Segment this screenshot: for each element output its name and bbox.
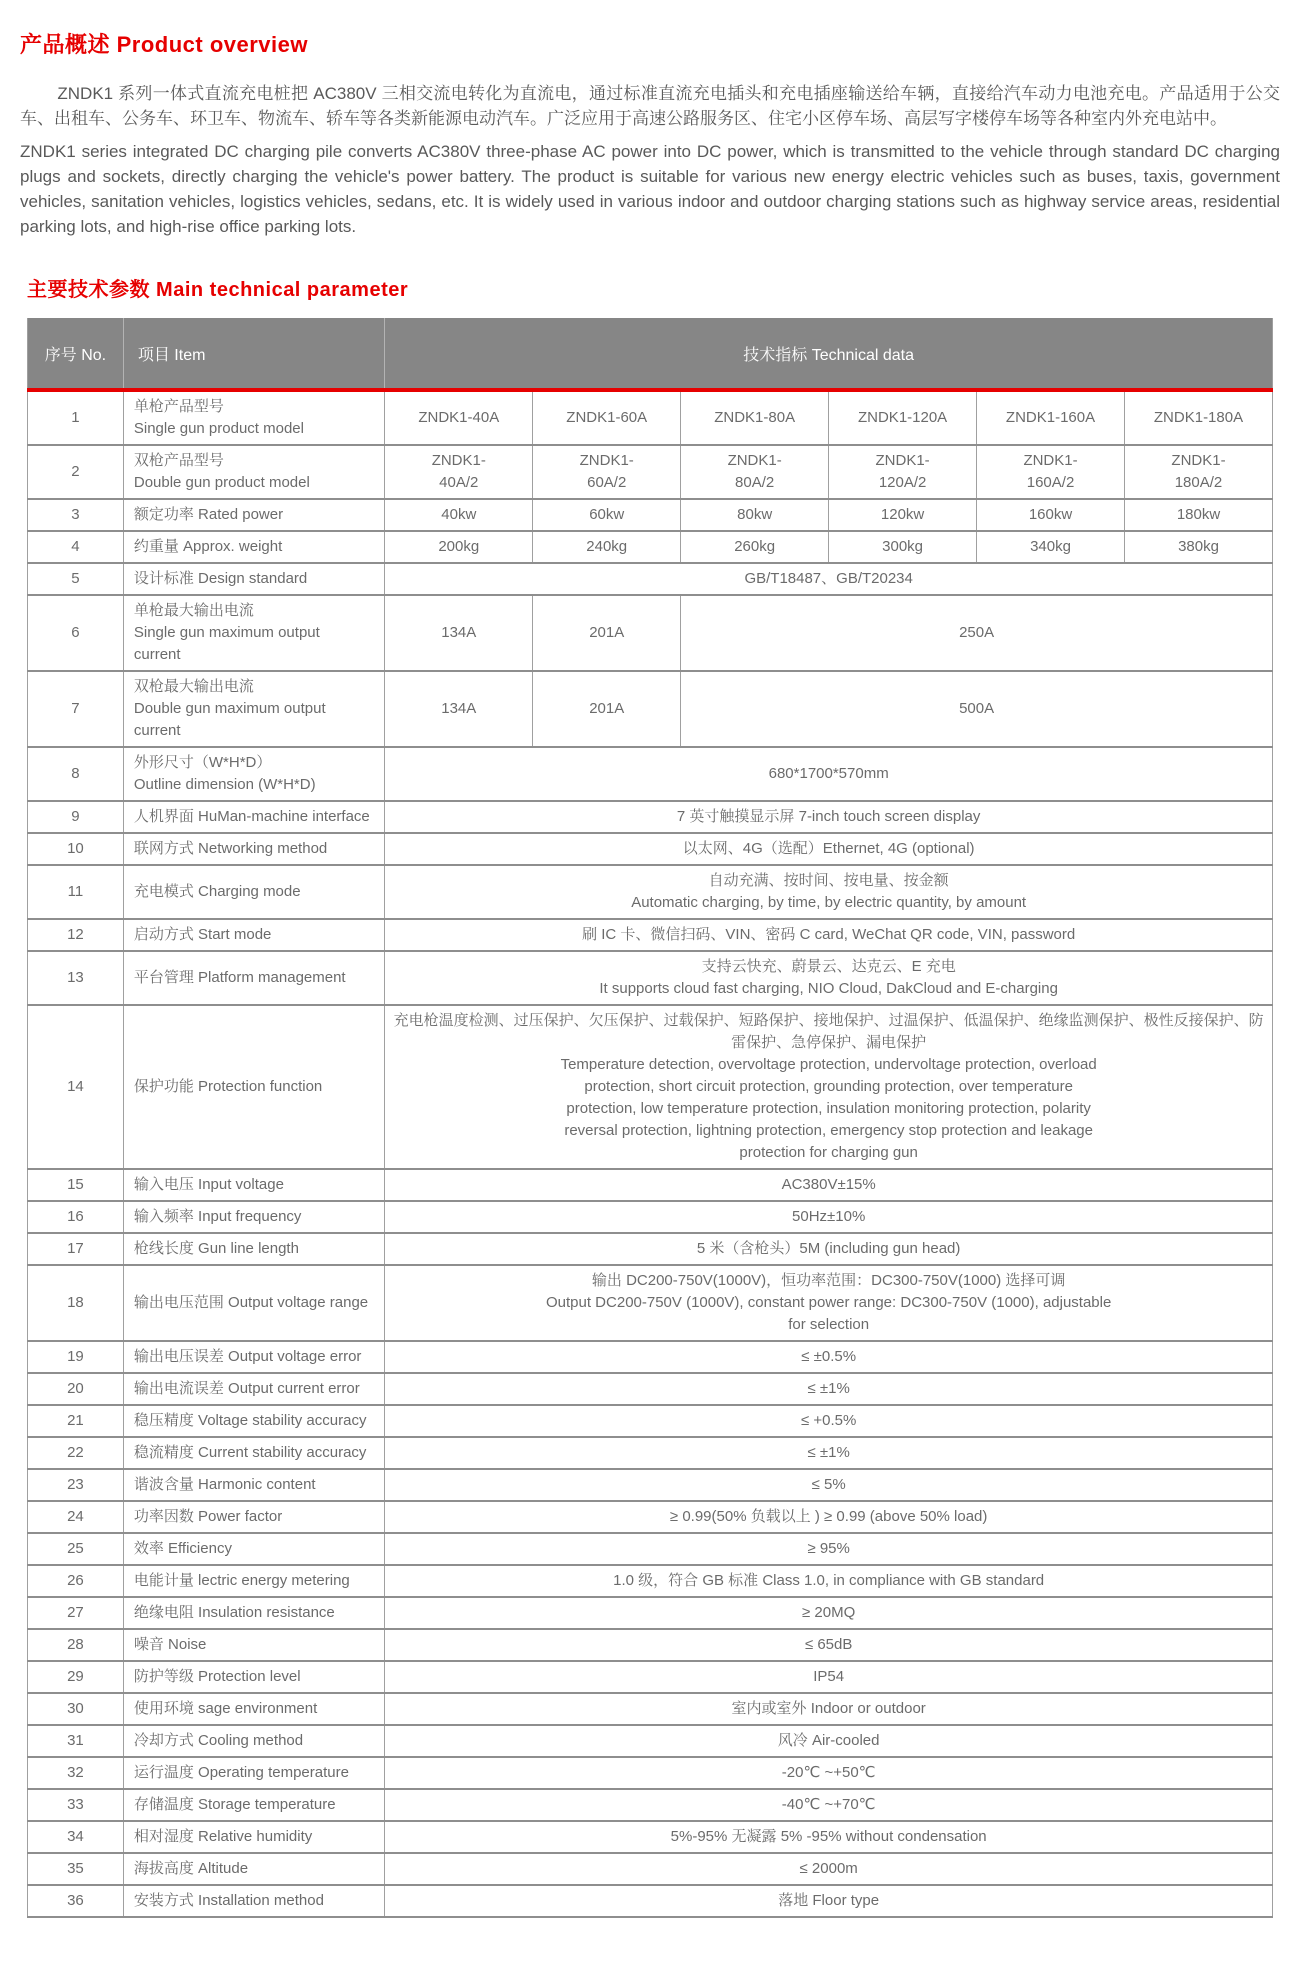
row-item-label: 稳压精度 Voltage stability accuracy <box>123 1405 384 1437</box>
table-row <box>28 499 1273 531</box>
row-value: 落地 Floor type <box>385 1885 1273 1917</box>
row-number: 3 <box>28 499 124 531</box>
row-value: ZNDK1- 60A/2 <box>533 445 681 499</box>
table-row <box>28 1373 1273 1405</box>
table-row <box>28 1405 1273 1437</box>
row-value: 120kw <box>829 499 977 531</box>
row-item-label: 枪线长度 Gun line length <box>123 1233 384 1265</box>
row-item-label: 单枪最大输出电流 Single gun maximum output current <box>123 595 384 671</box>
row-number: 2 <box>28 445 124 499</box>
table-row <box>28 833 1273 865</box>
row-item-label: 稳流精度 Current stability accuracy <box>123 1437 384 1469</box>
row-number: 28 <box>28 1629 124 1661</box>
table-row <box>28 951 1273 1005</box>
table-row <box>28 747 1273 801</box>
table-row <box>28 531 1273 563</box>
row-number: 12 <box>28 919 124 951</box>
row-item-label: 设计标准 Design standard <box>123 563 384 595</box>
table-row <box>28 1885 1273 1917</box>
row-value: ZNDK1-40A <box>385 390 533 445</box>
row-value: 200kg <box>385 531 533 563</box>
row-value: 500A <box>681 671 1273 747</box>
row-value: ≥ 95% <box>385 1533 1273 1565</box>
table-row <box>28 1265 1273 1341</box>
row-value: -20℃ ~+50℃ <box>385 1757 1273 1789</box>
row-item-label: 输出电压误差 Output voltage error <box>123 1341 384 1373</box>
row-number: 30 <box>28 1693 124 1725</box>
row-item-label: 效率 Efficiency <box>123 1533 384 1565</box>
row-value: ≤ ±0.5% <box>385 1341 1273 1373</box>
table-row <box>28 390 1273 445</box>
row-number: 10 <box>28 833 124 865</box>
row-value: 1.0 级，符合 GB 标准 Class 1.0, in compliance with GB standard <box>385 1565 1273 1597</box>
row-value: 134A <box>385 671 533 747</box>
row-number: 19 <box>28 1341 124 1373</box>
row-value: AC380V±15% <box>385 1169 1273 1201</box>
row-number: 14 <box>28 1005 124 1169</box>
row-item-label: 功率因数 Power factor <box>123 1501 384 1533</box>
row-number: 27 <box>28 1597 124 1629</box>
table-row <box>28 1821 1273 1853</box>
row-number: 1 <box>28 390 124 445</box>
row-item-label: 充电模式 Charging mode <box>123 865 384 919</box>
table-row <box>28 1597 1273 1629</box>
row-value: ZNDK1- 160A/2 <box>977 445 1125 499</box>
table-row <box>28 595 1273 671</box>
row-item-label: 谐波含量 Harmonic content <box>123 1469 384 1501</box>
table-row <box>28 919 1273 951</box>
row-value: 201A <box>533 671 681 747</box>
table-row <box>28 801 1273 833</box>
row-value: 支持云快充、蔚景云、达克云、E 充电 It supports cloud fast charging, NIO Cloud, DakCloud and E-charging <box>385 951 1273 1005</box>
row-value: 180kw <box>1125 499 1273 531</box>
row-value: 5 米（含枪头）5M (including gun head) <box>385 1233 1273 1265</box>
row-number: 34 <box>28 1821 124 1853</box>
row-item-label: 输入频率 Input frequency <box>123 1201 384 1233</box>
row-value: ≥ 0.99(50% 负载以上 ) ≥ 0.99 (above 50% load) <box>385 1501 1273 1533</box>
header-cell-item: 项目 Item <box>123 318 384 390</box>
row-value: 300kg <box>829 531 977 563</box>
row-value: ZNDK1-160A <box>977 390 1125 445</box>
row-item-label: 安装方式 Installation method <box>123 1885 384 1917</box>
row-value: 以太网、4G（选配）Ethernet, 4G (optional) <box>385 833 1273 865</box>
table-row <box>28 1661 1273 1693</box>
row-number: 22 <box>28 1437 124 1469</box>
row-value: IP54 <box>385 1661 1273 1693</box>
row-number: 16 <box>28 1201 124 1233</box>
row-item-label: 使用环境 sage environment <box>123 1693 384 1725</box>
row-number: 9 <box>28 801 124 833</box>
row-value: 充电枪温度检测、过压保护、欠压保护、过载保护、短路保护、接地保护、过温保护、低温保护、绝缘监测保护、极性反接保护、防雷保护、急停保护、漏电保护 Temperature detection, overvoltage protection, undervoltage protection, overload protection, short circuit protection, grounding protection, over temperature protection, low temperature protection, insulation monitoring protection, polarity reversal protection, lightning protection, emergency stop protection and leakage protection for charging gun <box>385 1005 1273 1169</box>
row-number: 18 <box>28 1265 124 1341</box>
row-number: 15 <box>28 1169 124 1201</box>
row-value: 250A <box>681 595 1273 671</box>
table-row <box>28 1693 1273 1725</box>
row-value: 输出 DC200-750V(1000V)，恒功率范围：DC300-750V(1000) 选择可调 Output DC200-750V (1000V), constant power range: DC300-750V (1000), adjustable for selection <box>385 1265 1273 1341</box>
header-cell-no: 序号 No. <box>28 318 124 390</box>
table-row <box>28 1533 1273 1565</box>
table-row <box>28 865 1273 919</box>
row-value: ZNDK1-120A <box>829 390 977 445</box>
row-item-label: 防护等级 Protection level <box>123 1661 384 1693</box>
table-row <box>28 1341 1273 1373</box>
row-number: 20 <box>28 1373 124 1405</box>
row-number: 23 <box>28 1469 124 1501</box>
header-cell-technical-data: 技术指标 Technical data <box>385 318 1273 390</box>
parameters-section-title: 主要技术参数 Main technical parameter <box>27 279 409 301</box>
row-item-label: 额定功率 Rated power <box>123 499 384 531</box>
row-item-label: 海拔高度 Altitude <box>123 1853 384 1885</box>
row-value: 380kg <box>1125 531 1273 563</box>
row-value: ZNDK1- 120A/2 <box>829 445 977 499</box>
row-value: ≤ +0.5% <box>385 1405 1273 1437</box>
row-number: 6 <box>28 595 124 671</box>
row-value: ZNDK1-80A <box>681 390 829 445</box>
overview-section-title: 产品概述 Product overview <box>20 32 309 57</box>
row-number: 31 <box>28 1725 124 1757</box>
row-value: ≤ 65dB <box>385 1629 1273 1661</box>
table-header <box>28 318 1273 390</box>
row-value: 680*1700*570mm <box>385 747 1273 801</box>
row-value: -40℃ ~+70℃ <box>385 1789 1273 1821</box>
row-number: 11 <box>28 865 124 919</box>
row-value: 260kg <box>681 531 829 563</box>
table-row <box>28 1169 1273 1201</box>
row-item-label: 运行温度 Operating temperature <box>123 1757 384 1789</box>
row-number: 24 <box>28 1501 124 1533</box>
row-value: 240kg <box>533 531 681 563</box>
table-row <box>28 1233 1273 1265</box>
table-row <box>28 1629 1273 1661</box>
row-number: 7 <box>28 671 124 747</box>
table-row <box>28 1005 1273 1169</box>
table-row <box>28 1789 1273 1821</box>
row-value: 134A <box>385 595 533 671</box>
table-row <box>28 1437 1273 1469</box>
row-value: 40kw <box>385 499 533 531</box>
row-value: ≤ 2000m <box>385 1853 1273 1885</box>
row-value: 自动充满、按时间、按电量、按金额 Automatic charging, by time, by electric quantity, by amount <box>385 865 1273 919</box>
row-number: 21 <box>28 1405 124 1437</box>
table-row <box>28 1201 1273 1233</box>
row-item-label: 存储温度 Storage temperature <box>123 1789 384 1821</box>
row-value: ZNDK1-180A <box>1125 390 1273 445</box>
row-item-label: 输出电流误差 Output current error <box>123 1373 384 1405</box>
table-row <box>28 1469 1273 1501</box>
row-item-label: 输出电压范围 Output voltage range <box>123 1265 384 1341</box>
row-value: 5%-95% 无凝露 5% -95% without condensation <box>385 1821 1273 1853</box>
row-value: ≥ 20MQ <box>385 1597 1273 1629</box>
row-number: 29 <box>28 1661 124 1693</box>
table-row <box>28 1853 1273 1885</box>
row-value: 7 英寸触摸显示屏 7-inch touch screen display <box>385 801 1273 833</box>
row-item-label: 冷却方式 Cooling method <box>123 1725 384 1757</box>
row-item-label: 保护功能 Protection function <box>123 1005 384 1169</box>
table-row <box>28 445 1273 499</box>
row-value: 50Hz±10% <box>385 1201 1273 1233</box>
row-value: ZNDK1-60A <box>533 390 681 445</box>
row-item-label: 约重量 Approx. weight <box>123 531 384 563</box>
row-value: ≤ ±1% <box>385 1373 1273 1405</box>
row-number: 35 <box>28 1853 124 1885</box>
row-value: ≤ 5% <box>385 1469 1273 1501</box>
overview-paragraph-chinese: ZNDK1 系列一体式直流充电桩把 AC380V 三相交流电转化为直流电，通过标准直流充电插头和充电插座输送给车辆，直接给汽车动力电池充电。产品适用于公交车、出租车、公务车、环卫车、物流车、轿车等各类新能源电动汽车。广泛应用于高速公路服务区、住宅小区停车场、高层写字楼停车场等各种室内外充电站中。 <box>20 84 1280 128</box>
row-number: 32 <box>28 1757 124 1789</box>
row-item-label: 相对湿度 Relative humidity <box>123 1821 384 1853</box>
row-item-label: 外形尺寸（W*H*D） Outline dimension (W*H*D) <box>123 747 384 801</box>
row-item-label: 启动方式 Start mode <box>123 919 384 951</box>
technical-parameters-table <box>27 318 1273 1918</box>
row-value: ZNDK1- 180A/2 <box>1125 445 1273 499</box>
table-row <box>28 1501 1273 1533</box>
row-item-label: 人机界面 HuMan-machine interface <box>123 801 384 833</box>
row-number: 5 <box>28 563 124 595</box>
row-number: 33 <box>28 1789 124 1821</box>
row-number: 4 <box>28 531 124 563</box>
row-number: 17 <box>28 1233 124 1265</box>
table-row <box>28 671 1273 747</box>
row-item-label: 联网方式 Networking method <box>123 833 384 865</box>
row-item-label: 噪音 Noise <box>123 1629 384 1661</box>
row-value: ZNDK1- 40A/2 <box>385 445 533 499</box>
table-row <box>28 1757 1273 1789</box>
table-row <box>28 1725 1273 1757</box>
row-value: 刷 IC 卡、微信扫码、VIN、密码 C card, WeChat QR code, VIN, password <box>385 919 1273 951</box>
row-value: 340kg <box>977 531 1125 563</box>
row-value: GB/T18487、GB/T20234 <box>385 563 1273 595</box>
row-value: 风冷 Air-cooled <box>385 1725 1273 1757</box>
row-number: 25 <box>28 1533 124 1565</box>
spec-table-body <box>28 390 1273 1917</box>
row-value: 201A <box>533 595 681 671</box>
row-number: 8 <box>28 747 124 801</box>
row-number: 36 <box>28 1885 124 1917</box>
row-item-label: 输入电压 Input voltage <box>123 1169 384 1201</box>
row-number: 13 <box>28 951 124 1005</box>
row-item-label: 双枪最大输出电流 Double gun maximum output current <box>123 671 384 747</box>
row-item-label: 绝缘电阻 Insulation resistance <box>123 1597 384 1629</box>
row-value: 80kw <box>681 499 829 531</box>
row-item-label: 双枪产品型号 Double gun product model <box>123 445 384 499</box>
row-value: 60kw <box>533 499 681 531</box>
table-row <box>28 563 1273 595</box>
overview-paragraph-english: ZNDK1 series integrated DC charging pile converts AC380V three-phase AC power into DC power, which is transmitted to the vehicle through standard DC charging plugs and sockets, directly charging the vehicle's power battery. The product is suitable for various new energy electric vehicles such as buses, taxis, government vehicles, sanitation vehicles, logistics vehicles, sedans, etc. It is widely used in various indoor and outdoor charging stations such as highway service areas, residential parking lots, and high-rise office parking lots. <box>20 142 1280 236</box>
row-item-label: 单枪产品型号 Single gun product model <box>123 390 384 445</box>
row-value: ≤ ±1% <box>385 1437 1273 1469</box>
table-row <box>28 1565 1273 1597</box>
row-value: ZNDK1- 80A/2 <box>681 445 829 499</box>
row-item-label: 平台管理 Platform management <box>123 951 384 1005</box>
row-number: 26 <box>28 1565 124 1597</box>
table-header-row <box>28 318 1273 390</box>
row-value: 室内或室外 Indoor or outdoor <box>385 1693 1273 1725</box>
row-value: 160kw <box>977 499 1125 531</box>
row-item-label: 电能计量 lectric energy metering <box>123 1565 384 1597</box>
